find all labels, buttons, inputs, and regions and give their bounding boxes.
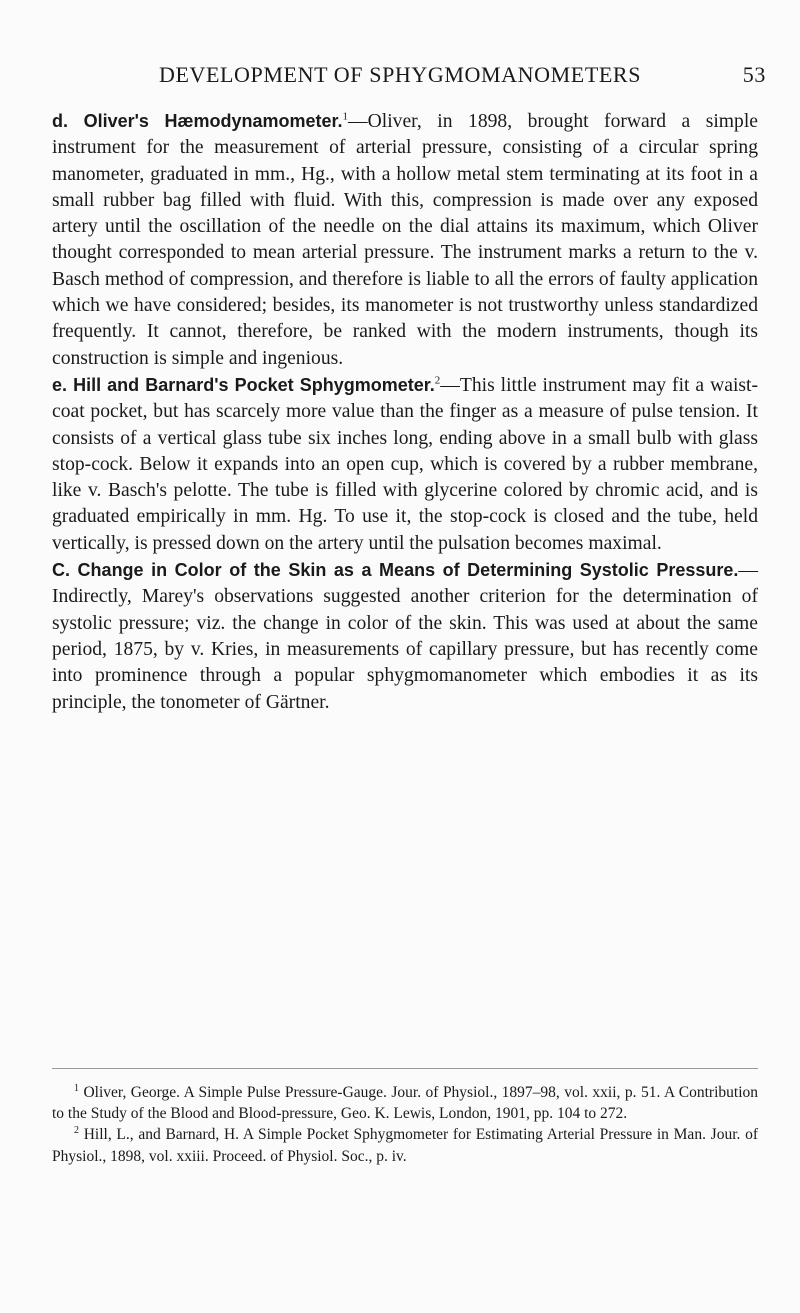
footnote-2	[52, 1124, 758, 1166]
section-c-heading: C. Change in Color of the Skin as a Means of Determining Systolic Pressure.	[52, 560, 739, 581]
section-c-text: —Indirectly, Marey's observations suggested another criterion for the determination of systolic pressure; viz. the change in color of the skin. This was used at about the same period, 1875, by v. Kries, in measurements of capillary pressure, but has recently come into prominence through a popular sphygmomanometer which embodies it as its principle, the tonometer of Gärtner.	[52, 560, 758, 713]
running-header	[0, 62, 800, 88]
section-d-heading: d. Oliver's Hæmodynamometer.	[52, 111, 343, 131]
footnote-ref-1[interactable]: 1	[342, 110, 349, 123]
main-text	[52, 108, 758, 716]
footnote-1	[52, 1082, 758, 1124]
footnote-ref-2[interactable]: 2	[434, 374, 441, 387]
section-e	[52, 372, 758, 557]
footnote-mark-1: 1	[74, 1082, 79, 1094]
section-c	[52, 557, 758, 716]
footnotes	[52, 1082, 758, 1167]
page-number: 53	[742, 62, 766, 87]
section-d	[52, 108, 758, 372]
footnote-2-text: Hill, L., and Barnard, H. A Simple Pocket Sphygmometer for Estimating Arterial Pressure in Man. Jour. of Physiol., 1898, vol. xxiii. Proceed. of Physiol. Soc., p. iv.	[52, 1126, 758, 1165]
footnote-1-text: Oliver, George. A Simple Pulse Pressure-Gauge. Jour. of Physiol., 1897–98, vol. xxii, p. 51. A Contribution to the Study of the Blood and Blood-pressure, Geo. K. Lewis, London, 1901, pp. 104 to 272.	[52, 1084, 759, 1123]
section-e-text: —This little instrument may fit a waist-coat pocket, but has scarcely more value than the finger as a measure of pulse tension. It consists of a vertical glass tube six inches long, ending above in a small bulb with glass stop-cock. Below it expands into an open cup, which is covered by a rubber membrane, like v. Basch's pelotte. The tube is filled with glycerine colored by chromic acid, and is graduated empirically in mm. Hg. To use it, the stop-cock is closed and the tube, held vertically, is pressed down on the artery until the pulsation becomes maximal.	[52, 374, 758, 554]
footnote-divider	[52, 1068, 758, 1069]
section-e-heading: e. Hill and Barnard's Pocket Sphygmometer.	[52, 374, 435, 395]
section-d-text: —Oliver, in 1898, brought forward a simple instrument for the measurement of arterial pressure, consisting of a circular spring manometer, graduated in mm., Hg., with a hollow metal stem terminating at its foot in a small rubber bag filled with fluid. With this, compression is made over any exposed artery until the oscillation of the needle on the dial attains its maximum, which Oliver thought corresponded to mean arterial pressure. The instrument marks a return to the v. Basch method of compression, and therefore is liable to all the errors of faulty application which we have considered; besides, its manometer is not trustworthy unless standardized frequently. It cannot, therefore, be ranked with the modern instruments, though its construction is simple and ingenious.	[52, 111, 758, 369]
running-title: DEVELOPMENT OF SPHYGMOMANOMETERS	[158, 62, 642, 87]
footnote-mark-2: 2	[74, 1125, 79, 1137]
